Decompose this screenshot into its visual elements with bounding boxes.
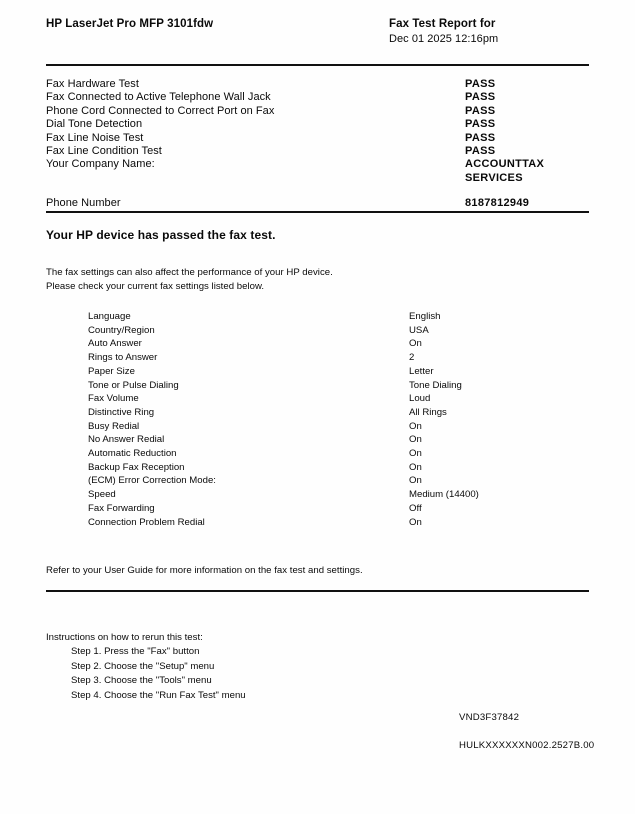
setting-value: On — [409, 448, 422, 460]
list-item — [88, 310, 558, 324]
list-item — [88, 324, 558, 338]
setting-label: Distinctive Ring — [88, 406, 155, 418]
table-row — [46, 105, 589, 118]
result-label: Fax Connected to Active Telephone Wall Jack — [46, 91, 271, 104]
divider-results — [46, 211, 589, 213]
setting-label: Language — [88, 311, 131, 322]
setting-label: Country/Region — [88, 324, 155, 336]
setting-value: Off — [409, 502, 422, 514]
setting-value: English — [409, 311, 441, 322]
instruction-step: Step 1. Press the "Fax" button — [71, 646, 200, 657]
list-item — [88, 392, 558, 406]
setting-label: Rings to Answer — [88, 352, 158, 364]
report-title-block — [389, 18, 589, 45]
instruction-step: Step 4. Choose the "Run Fax Test" menu — [71, 689, 246, 701]
result-label: Fax Line Condition Test — [46, 145, 162, 158]
list-item — [88, 420, 558, 434]
list-item — [88, 379, 558, 393]
firmware-code: VND3F37842 — [459, 712, 520, 723]
setting-value: Letter — [409, 365, 434, 377]
list-item — [88, 433, 558, 447]
divider-bottom — [46, 590, 589, 592]
list-item — [88, 474, 558, 488]
company-name-value-line2: SERVICES — [465, 171, 523, 184]
report-timestamp: Dec 01 2025 12:16pm — [389, 33, 499, 45]
settings-intro-line-2: Please check your current fax settings listed below. — [46, 281, 265, 292]
setting-value: Tone Dialing — [409, 379, 462, 391]
setting-label: Tone or Pulse Dialing — [88, 379, 179, 391]
list-item — [88, 502, 558, 516]
setting-value: Loud — [409, 393, 431, 405]
company-name-value: ACCOUNTTAX — [465, 158, 545, 171]
setting-value: 2 — [409, 352, 415, 364]
result-label: Phone Cord Connected to Correct Port on Fax — [46, 104, 275, 117]
setting-value: On — [409, 461, 422, 473]
setting-label: Busy Redial — [88, 420, 140, 432]
company-name-label: Your Company Name: — [46, 158, 155, 171]
page-title: Fax Test Report for — [389, 18, 496, 30]
setting-value: Medium (14400) — [409, 489, 479, 501]
product-serial-code: HULKXXXXXXN002.2527B.00 — [459, 740, 595, 751]
setting-label: Fax Forwarding — [88, 502, 155, 514]
status-badge: PASS — [465, 78, 496, 90]
table-row — [46, 145, 589, 158]
status-badge: PASS — [465, 131, 496, 144]
list-item — [88, 351, 558, 365]
setting-value: On — [409, 434, 422, 446]
setting-label: Backup Fax Reception — [88, 461, 185, 473]
user-guide-note: Refer to your User Guide for more information on the fax test and settings. — [46, 565, 363, 576]
status-badge: PASS — [465, 145, 496, 158]
table-row — [46, 172, 589, 185]
list-item — [88, 516, 558, 530]
list-item — [88, 406, 558, 420]
table-row — [46, 197, 589, 210]
status-badge: PASS — [465, 118, 496, 131]
result-label: Fax Line Noise Test — [46, 131, 144, 144]
list-item — [88, 461, 558, 475]
table-row — [46, 91, 589, 104]
table-row — [46, 78, 589, 91]
list-item — [88, 337, 558, 351]
instruction-step: Step 2. Choose the "Setup" menu — [71, 660, 215, 672]
list-item — [88, 447, 558, 461]
setting-label: Automatic Reduction — [88, 448, 177, 460]
fax-settings-list — [88, 310, 558, 529]
table-row — [46, 118, 589, 131]
setting-label: Paper Size — [88, 365, 135, 377]
result-label: Dial Tone Detection — [46, 118, 143, 131]
setting-value: On — [409, 475, 422, 487]
setting-label: Speed — [88, 489, 116, 501]
phone-number-value: 8187812949 — [465, 197, 530, 210]
setting-value: On — [409, 420, 422, 432]
table-row — [46, 132, 589, 145]
device-model-name: HP LaserJet Pro MFP 3101fdw — [46, 18, 214, 30]
setting-label: Auto Answer — [88, 338, 142, 350]
settings-intro-line-1: The fax settings can also affect the performance of your HP device. — [46, 267, 333, 278]
table-row — [46, 158, 589, 171]
instruction-step: Step 3. Choose the "Tools" menu — [71, 675, 212, 687]
settings-intro-text — [46, 266, 333, 294]
setting-label: Connection Problem Redial — [88, 516, 205, 528]
rerun-instructions — [46, 631, 246, 703]
status-badge: PASS — [465, 104, 496, 117]
setting-value: USA — [409, 324, 429, 336]
instructions-title: Instructions on how to rerun this test: — [46, 632, 203, 643]
status-badge: PASS — [465, 91, 496, 104]
report-header — [46, 18, 589, 45]
setting-label: No Answer Redial — [88, 434, 165, 446]
test-results-list — [46, 78, 589, 211]
divider-top — [46, 64, 589, 66]
list-item — [88, 365, 558, 379]
list-item — [88, 488, 558, 502]
setting-label: Fax Volume — [88, 393, 139, 405]
setting-label: (ECM) Error Correction Mode: — [88, 475, 216, 487]
setting-value: On — [409, 338, 422, 350]
pass-result-message: Your HP device has passed the fax test. — [46, 228, 276, 242]
setting-value: All Rings — [409, 406, 447, 418]
result-label: Fax Hardware Test — [46, 78, 139, 90]
setting-value: On — [409, 516, 422, 528]
phone-number-label: Phone Number — [46, 197, 121, 210]
